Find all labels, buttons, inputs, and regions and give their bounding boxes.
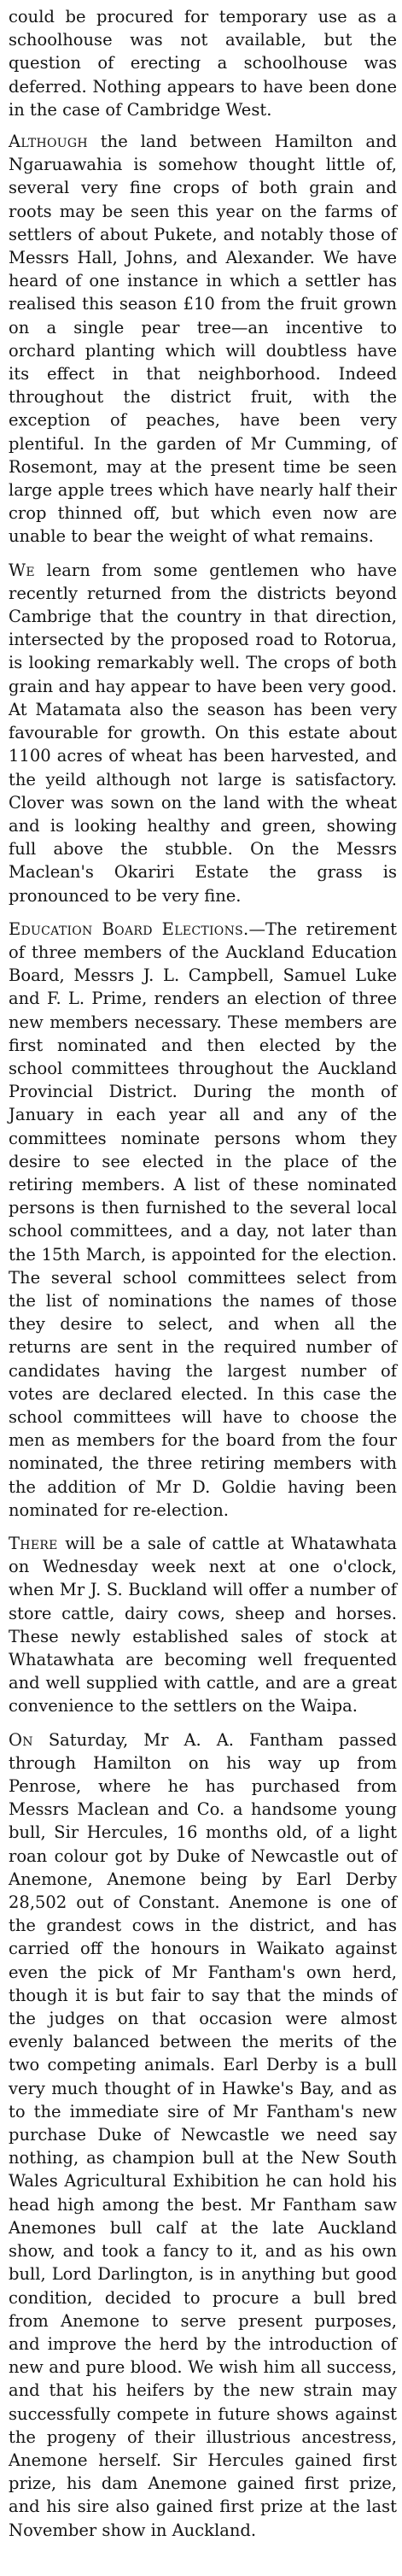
paragraph-text: Saturday, Mr A. A. Fantham passed through Hamilton on his way up from Penrose, where he has purchased from Messrs Maclean and Co. a handsome young bull, Sir Hercules, 16 months old, of a light roan colour got by Duke of Newcastle out of Anemone, Anemone being by Earl Derby 28,502 out of Constant. Anemone is one of the grandest cows in the district, and has carried off the honours in Waikato against even the pick of Mr Fantham's own herd, though it is but fair to say that the minds of the judges on that occasion were almost evenly balanced between the merits of the two competing animals. Earl Derby is a bull very much thought of in Hawke's Bay, and as to the immediate sire of Mr Fantham's new purchase Duke of Newcastle we need say nothing, as champion bull at the New South Wales Agricultural Exhibition he can hold his head high among the best. Mr Fantham saw Anemones bull calf at the late Auckland show, and took a fancy to it, and as his own bull, Lord Darlington, is in anything but good condition, decided to procure a bull bred from Anemone to serve present purposes, and improve the herd by the introduction of new and pure blood. We wish him all success, and that his heifers by the new strain may successfully compete in future shows against the progeny of their illustrious ancestress, Anemone herself. Sir Hercules gained first prize, his dam Anemone gained first prize, and his sire also gained first prize at the last November show in Auckland.	[9, 1729, 397, 2540]
paragraph-lead: There	[9, 1534, 58, 1553]
paragraph-lead: We	[9, 560, 35, 580]
paragraph-lead: Although	[9, 132, 88, 152]
paragraph-schoolhouse	[9, 5, 397, 121]
paragraph-text: will be a sale of cattle at Whatawhata on Wednesday week next at one o'clock, when Mr J. S. Buckland will offer a number of store cattle, dairy cows, sheep and horses. These newly established sales of stock at Whatawhata are becoming well frequented and well supplied with cattle, and are a great convenience to the settlers on the Waipa.	[9, 1534, 397, 1716]
paragraph-text: could be procured for temporary use as a schoolhouse was not available, but the question of erecting a schoolhouse was deferred. Nothing appears to have been done in the case of Cambridge West.	[9, 7, 397, 120]
paragraph-cambridge-country	[9, 559, 397, 907]
paragraph-lead: On	[9, 1729, 33, 1750]
paragraph-text: the land between Hamilton and Ngaruawahia is somehow thought little of, several very fine crops of both grain and roots may be seen this year on the farms of settlers of about Pukete, and notably those of Messrs Hall, Johns, and Alexander. We have heard of one instance in which a settler has realised this season £10 from the fruit grown on a single pear tree—an incentive to orchard planting which will doubtless have its effect in that neighborhood. Indeed throughout the district fruit, with the exception of peaches, have been very plentiful. In the garden of Mr Cumming, of Rosemont, may at the present time be seen large apple trees which have nearly half their crop thinned off, but which even now are unable to bear the weight of what remains.	[9, 132, 397, 547]
paragraph-text: —The retirement of three members of the Auckland Education Board, Messrs J. L. Campbell, Samuel Luke and F. L. Prime, renders an election of three new members necessary. These members are first nominated and then elected by the school committees throughout the Auckland Provincial District. During the month of January in each year all and any of the committees nominate persons whom they desire to see elected in the place of the retiring members. A list of these nominated persons is then furnished to the several local school committees, and a day, not later than the 15th March, is appointed for the election. The several school committees select from the list of nominations the names of those they desire to select, and when all the returns are sent in the required number of candidates having the largest number of votes are declared elected. In this case the school committees will have to choose the men as members for the board from the four nominated, the three retiring members with the addition of Mr D. Goldie having been nominated for re-election.	[9, 918, 397, 1520]
paragraph-cattle-sale	[9, 1532, 397, 1718]
paragraph-education-board	[9, 918, 397, 1522]
paragraph-fantham-bull	[9, 1728, 397, 2542]
paragraph-lead: Education Board Elections.	[9, 918, 249, 939]
paragraph-hamilton-crops	[9, 130, 397, 549]
paragraph-text: learn from some gentlemen who have recently returned from the districts beyond Cambrige that the country in that direction, intersected by the proposed road to Rotorua, is looking remarkably well. The crops of both grain and hay appear to have been very good. At Matamata also the season has been very favourable for growth. On this estate about 1100 acres of wheat has been harvested, and the yeild although not large is satisfactory. Clover was sown on the land with the wheat and is looking healthy and green, showing full above the stubble. On the Messrs Maclean's Okariri Estate the grass is pronounced to be very fine.	[9, 560, 397, 906]
